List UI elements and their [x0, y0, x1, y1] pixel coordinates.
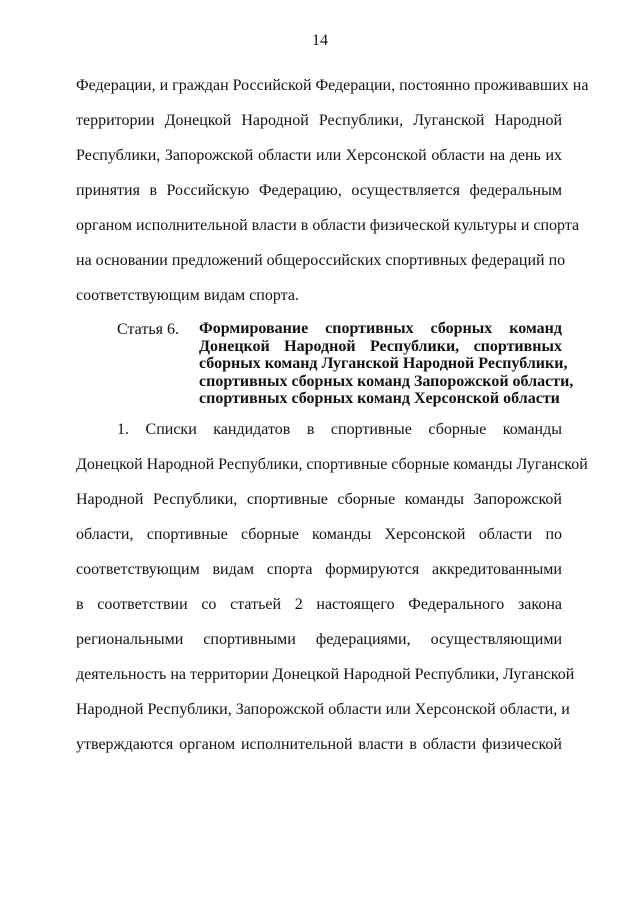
text-line: Народной Республики, Запорожской области или Херсонской области, и [76, 701, 570, 718]
text-line: органом исполнительной власти в области физической культуры и спорта [76, 217, 580, 234]
article-title-line: спортивных сборных команд Херсонской области [199, 390, 560, 408]
text-line: территории Донецкой Народной Республики, Луганской Народной [76, 112, 562, 129]
text-line: региональными спортивными федерациями, осуществляющими [76, 631, 562, 648]
text-line: принятия в Российскую Федерацию, осуществляется федеральным [76, 182, 562, 199]
text-line: соответствующим видам спорта. [76, 287, 299, 304]
article-title-line: спортивных сборных команд Запорожской области, [199, 372, 574, 390]
article-label: Статья 6. [117, 321, 179, 338]
text-line: Народной Республики, спортивные сборные команды Запорожской [76, 491, 562, 508]
text-line: на основании предложений общероссийских спортивных федераций по [76, 252, 566, 269]
article-title-line: сборных команд Луганской Народной Республики, [199, 355, 568, 373]
article-title-line: Формирование спортивных сборных команд [199, 320, 562, 337]
article-title [199, 320, 574, 408]
text-line: области, спортивные сборные команды Херсонской области по [76, 526, 562, 543]
text-line: деятельность на территории Донецкой Народной Республики, Луганской [76, 666, 575, 683]
text-line: утверждаются органом исполнительной власти в области физической [76, 736, 562, 753]
page-number: 14 [312, 32, 328, 49]
article-title-line: Донецкой Народной Республики, спортивных [199, 337, 562, 355]
text-line: в соответствии со статьей 2 настоящего Федерального закона [76, 596, 562, 613]
text-line: Донецкой Народной Республики, спортивные сборные команды Луганской [76, 456, 588, 473]
text-line: 1. Списки кандидатов в спортивные сборные команды [117, 421, 562, 438]
text-line: соответствующим видам спорта формируются аккредитованными [76, 561, 562, 578]
text-line: Республики, Запорожской области или Херсонской области на день их [76, 147, 562, 164]
text-line: Федерации, и граждан Российской Федерации, постоянно проживавших на [76, 77, 589, 94]
